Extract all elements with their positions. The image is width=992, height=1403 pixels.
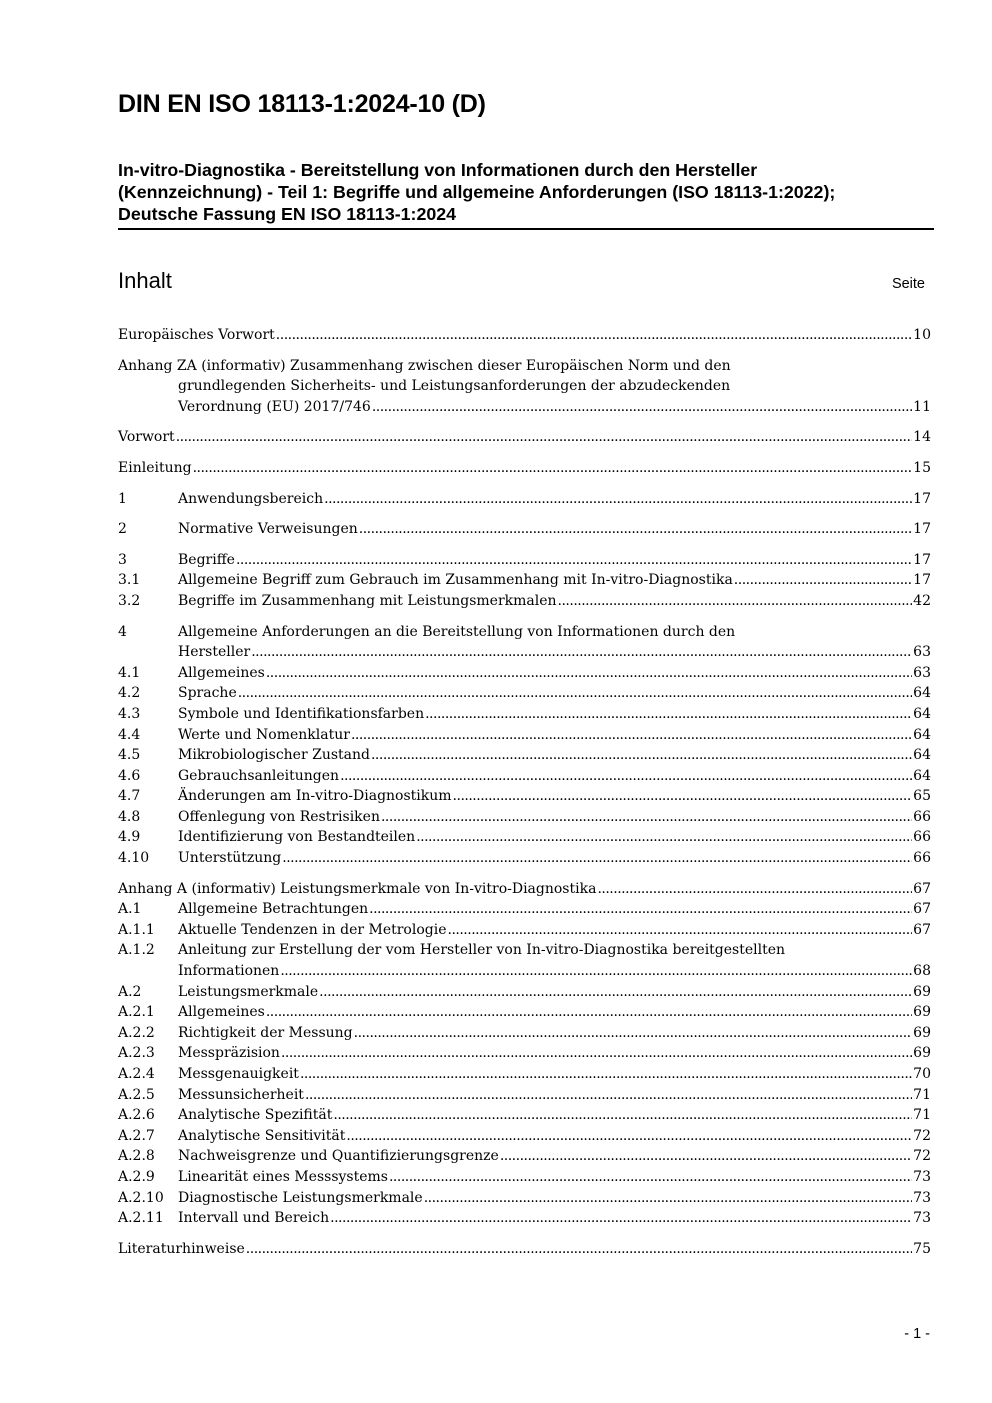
toc-entry-number: A.2.5	[118, 1086, 155, 1103]
toc-entry-title[interactable]: Analytische Sensitivität	[178, 1127, 346, 1144]
toc-entry-page: 71	[913, 1086, 931, 1103]
leader-dots	[266, 663, 912, 684]
toc-entry-page: 67	[913, 880, 931, 897]
toc-entry[interactable]	[118, 1085, 931, 1106]
toc-entry[interactable]	[118, 725, 931, 746]
toc-entry-number: 4.2	[118, 685, 141, 702]
subtitle-line: (Kennzeichnung) - Teil 1: Begriffe und allgemeine Anforderungen (ISO 18113-1:2022);	[118, 182, 836, 202]
toc-entry-title[interactable]: Anhang A (informativ) Leistungsmerkmale von In-vitro-Diagnostika	[118, 880, 597, 897]
toc-entry[interactable]	[118, 1239, 931, 1260]
leader-dots	[369, 899, 912, 920]
leader-dots	[340, 766, 912, 787]
toc-entry-title[interactable]: Werte und Nomenklatur	[178, 726, 350, 743]
toc-entry-title-line[interactable]: Verordnung (EU) 2017/746	[178, 398, 371, 415]
toc-entry[interactable]	[118, 1208, 931, 1229]
toc-entry-title[interactable]: Diagnostische Leistungsmerkmale	[178, 1189, 423, 1206]
toc-entry[interactable]	[118, 519, 931, 540]
toc-entry-page: 69	[913, 983, 931, 1000]
leader-dots	[346, 1126, 912, 1147]
toc-entry-title[interactable]: Begriffe	[178, 551, 235, 568]
toc-entry-number: A.2.3	[118, 1045, 155, 1062]
leader-dots	[300, 1064, 912, 1085]
leader-dots	[280, 961, 912, 982]
leader-dots	[416, 827, 912, 848]
toc-entry-page: 66	[913, 808, 931, 825]
toc-entry-title[interactable]: Gebrauchsanleitungen	[178, 767, 340, 784]
toc-entry-title-line[interactable]: grundlegenden Sicherheits- und Leistungsanforderungen der abzudeckenden	[178, 378, 731, 395]
leader-dots	[176, 427, 912, 448]
toc-entry-title[interactable]: Symbole und Identifikationsfarben	[178, 705, 425, 722]
toc-entry[interactable]	[118, 683, 931, 704]
toc-entry[interactable]	[118, 982, 931, 1003]
document-subtitle	[118, 159, 934, 230]
toc-entry-number: A.2.6	[118, 1107, 155, 1124]
toc-entry-page: 73	[913, 1210, 931, 1227]
leader-dots	[305, 1085, 912, 1106]
leader-dots	[453, 786, 913, 807]
leader-dots	[324, 489, 912, 510]
toc-entry-title[interactable]: Richtigkeit der Messung	[178, 1024, 353, 1041]
toc-entry-title[interactable]: Messgenauigkeit	[178, 1066, 299, 1082]
leader-dots	[597, 879, 912, 900]
toc-entry-page: 66	[913, 829, 931, 846]
subtitle-line: Deutsche Fassung EN ISO 18113-1:2024	[118, 204, 456, 224]
toc-entry-title[interactable]: Allgemeine Begriff zum Gebrauch im Zusammenhang mit In-vitro-Diagnostika	[178, 572, 733, 589]
toc-entry-page: 71	[913, 1107, 931, 1124]
toc-entry-title[interactable]: Allgemeines	[178, 1004, 265, 1021]
leader-dots	[558, 591, 913, 612]
toc-entry[interactable]	[118, 920, 931, 941]
leader-dots	[330, 1208, 912, 1229]
toc-entry-number: 4.6	[118, 767, 141, 784]
toc-entry-number: A.2.11	[118, 1210, 164, 1227]
toc-entry-number: A.2	[118, 983, 142, 1000]
leader-dots	[251, 642, 912, 663]
toc-entry[interactable]	[118, 879, 931, 900]
toc-entry[interactable]	[118, 356, 931, 418]
toc-entry-number: 4.8	[118, 808, 141, 825]
toc-entry-number: A.1.2	[118, 942, 155, 959]
toc-entry[interactable]	[118, 663, 931, 684]
leader-dots	[281, 1043, 912, 1064]
toc-entry[interactable]	[118, 1105, 931, 1126]
toc-entry-title-line[interactable]: Anleitung zur Erstellung der vom Hersteller von In-vitro-Diagnostika bereitgestellten	[178, 942, 786, 959]
toc-entry-page: 69	[913, 1024, 931, 1041]
toc-entry[interactable]	[118, 1002, 931, 1023]
toc-entry-page: 11	[913, 398, 931, 415]
leader-dots	[246, 1239, 912, 1260]
toc-entry-number: 4.3	[118, 705, 141, 722]
leader-dots	[319, 982, 912, 1003]
toc-entry-page: 10	[913, 327, 931, 343]
toc-entry-page: 17	[913, 521, 931, 538]
toc-entry-title[interactable]: Analytische Spezifität	[178, 1107, 333, 1124]
toc-entry[interactable]	[118, 1064, 931, 1085]
toc-entry-page: 73	[913, 1168, 931, 1185]
toc-entry-page: 15	[913, 459, 931, 476]
leader-dots	[276, 325, 912, 346]
toc-entry-title[interactable]: Allgemeines	[178, 664, 265, 681]
toc-entry-page: 17	[913, 551, 931, 568]
toc-entry[interactable]	[118, 1126, 931, 1147]
toc-entry-page: 64	[913, 685, 931, 702]
document-title: DIN EN ISO 18113-1:2024-10 (D)	[118, 90, 486, 118]
toc-entry-number: 4.4	[118, 726, 141, 743]
leader-dots	[448, 920, 913, 941]
leader-dots	[354, 1023, 913, 1044]
leader-dots	[333, 1105, 912, 1126]
toc-entry-page: 64	[913, 767, 931, 784]
toc-entry-number: 3	[118, 551, 127, 568]
leader-dots	[193, 458, 913, 479]
toc-entry-number: A.2.9	[118, 1168, 155, 1185]
toc-entry-page: 67	[913, 901, 931, 918]
toc-entry-title[interactable]: Literaturhinweise	[118, 1240, 245, 1257]
toc-entry-number: 3.1	[118, 572, 141, 589]
toc-entry-page: 66	[913, 850, 931, 867]
toc-entry[interactable]	[118, 489, 931, 510]
toc-entry-title[interactable]: Einleitung	[118, 459, 192, 476]
toc-entry-page: 69	[913, 1004, 931, 1021]
toc-entry-title-line[interactable]: Hersteller	[178, 644, 251, 661]
subtitle-line: In-vitro-Diagnostika - Bereitstellung von Informationen durch den Hersteller	[118, 160, 758, 180]
toc-entry-page: 64	[913, 726, 931, 743]
toc-entry-title[interactable]: Änderungen am In-vitro-Diagnostikum	[178, 788, 452, 805]
toc-entry[interactable]	[118, 786, 931, 807]
toc-entry-page: 42	[913, 592, 931, 609]
toc-entry[interactable]	[118, 807, 931, 828]
toc-entry-page: 70	[913, 1066, 931, 1082]
toc-entry-page: 63	[913, 644, 931, 661]
toc-entry[interactable]	[118, 1146, 931, 1167]
toc-entry-number: 1	[118, 490, 127, 507]
toc-entry[interactable]	[118, 1023, 931, 1044]
toc-entry[interactable]	[118, 848, 931, 869]
leader-dots	[425, 704, 912, 725]
toc-entry-title[interactable]: Allgemeine Betrachtungen	[178, 901, 369, 918]
toc-entry-title[interactable]: Messpräzision	[178, 1045, 280, 1062]
toc-entry[interactable]	[118, 458, 931, 479]
toc-entry-title[interactable]: Sprache	[178, 685, 237, 702]
toc-entry-title[interactable]: Begriffe im Zusammenhang mit Leistungsmerkmalen	[178, 592, 557, 609]
toc-entry-title[interactable]: Offenlegung von Restrisiken	[178, 808, 380, 825]
toc-entry[interactable]	[118, 1167, 931, 1188]
leader-dots	[351, 725, 912, 746]
toc-entry-page: 65	[913, 788, 931, 805]
toc-entry-title[interactable]: Messunsicherheit	[178, 1086, 304, 1103]
toc-entry-title-line[interactable]: Informationen	[178, 963, 280, 980]
toc-entry-number: A.2.2	[118, 1024, 155, 1041]
toc-entry-title[interactable]: Linearität eines Messsystems	[178, 1168, 388, 1185]
toc-entry-title[interactable]: Unterstützung	[178, 850, 282, 867]
toc-entry-page: 17	[913, 572, 931, 589]
leader-dots	[371, 745, 912, 766]
toc-entry-title[interactable]: Aktuelle Tendenzen in der Metrologie	[178, 921, 447, 938]
leader-dots	[389, 1167, 912, 1188]
toc-entry-title-line[interactable]: Anhang ZA (informativ) Zusammenhang zwischen dieser Europäischen Norm und den	[118, 357, 731, 374]
toc-entry-number: 4.1	[118, 664, 141, 681]
toc-entry-title-line[interactable]: Allgemeine Anforderungen an die Bereitstellung von Informationen durch den	[178, 623, 736, 640]
leader-dots	[236, 550, 912, 571]
toc-entry-title[interactable]: Europäisches Vorwort	[118, 327, 275, 343]
toc-entry[interactable]	[118, 1043, 931, 1064]
toc-entry-page: 64	[913, 705, 931, 722]
toc-entry-number: 4.9	[118, 829, 141, 846]
toc-entry-page: 63	[913, 664, 931, 681]
toc-entry-page: 64	[913, 747, 931, 764]
toc-entry-number: A.2.10	[118, 1189, 164, 1206]
toc-entry[interactable]	[118, 325, 931, 346]
toc-heading: Inhalt	[118, 268, 172, 293]
toc-entry-number: 4.7	[118, 788, 141, 805]
toc-entry-number: A.2.4	[118, 1066, 155, 1082]
toc-entry-page: 14	[913, 429, 931, 446]
toc-entry-number: A.2.7	[118, 1127, 155, 1144]
toc-entry[interactable]	[118, 766, 931, 787]
toc-entry[interactable]	[118, 899, 931, 920]
toc-entry-page: 17	[913, 490, 931, 507]
toc-entry-number: A.2.8	[118, 1148, 155, 1165]
leader-dots	[359, 519, 912, 540]
toc-entry[interactable]	[118, 550, 931, 571]
toc-entry[interactable]	[118, 427, 931, 448]
toc-entry[interactable]	[118, 940, 931, 981]
toc-page-column-label: Seite	[891, 276, 925, 292]
toc-entry-title[interactable]: Normative Verweisungen	[178, 521, 358, 538]
toc-entry-number: 2	[118, 521, 127, 538]
toc-entry-title[interactable]: Nachweisgrenze und Quantifizierungsgrenze	[178, 1148, 499, 1165]
leader-dots	[372, 397, 912, 418]
toc-entry-page: 72	[913, 1127, 931, 1144]
leader-dots	[381, 807, 912, 828]
toc-entry-title[interactable]: Anwendungsbereich	[178, 490, 324, 507]
leader-dots	[238, 683, 912, 704]
toc-entry[interactable]	[118, 1188, 931, 1209]
toc-entry-number: 4	[118, 623, 127, 640]
toc-entry-page: 68	[913, 963, 931, 980]
toc-entry[interactable]	[118, 745, 931, 766]
toc-entry[interactable]	[118, 704, 931, 725]
table-of-contents	[118, 325, 931, 1259]
toc-entry-page: 72	[913, 1148, 931, 1165]
toc-entry[interactable]	[118, 570, 931, 591]
toc-entry-number: 4.10	[118, 850, 150, 867]
leader-dots	[266, 1002, 912, 1023]
toc-entry-title[interactable]: Intervall und Bereich	[178, 1210, 330, 1227]
leader-dots	[500, 1146, 912, 1167]
toc-entry-page: 75	[913, 1240, 931, 1257]
toc-entry-title[interactable]: Vorwort	[118, 429, 175, 446]
toc-entry-page: 73	[913, 1189, 931, 1206]
toc-entry-number: A.2.1	[118, 1004, 155, 1021]
page-number: - 1 -	[904, 1326, 930, 1342]
toc-entry[interactable]	[118, 591, 931, 612]
toc-entry-title[interactable]: Mikrobiologischer Zustand	[178, 747, 370, 764]
toc-entry-title[interactable]: Leistungsmerkmale	[178, 983, 319, 1000]
toc-entry-page: 69	[913, 1045, 931, 1062]
leader-dots	[424, 1188, 912, 1209]
toc-entry[interactable]	[118, 622, 931, 663]
toc-entry-number: A.1.1	[118, 921, 155, 938]
toc-entry-page: 67	[913, 921, 931, 938]
toc-entry[interactable]	[118, 827, 931, 848]
toc-entry-title[interactable]: Identifizierung von Bestandteilen	[178, 829, 416, 846]
toc-entry-number: 4.5	[118, 747, 141, 764]
leader-dots	[282, 848, 912, 869]
toc-entry-number: 3.2	[118, 592, 141, 609]
leader-dots	[734, 570, 912, 591]
toc-entry-number: A.1	[118, 901, 142, 918]
